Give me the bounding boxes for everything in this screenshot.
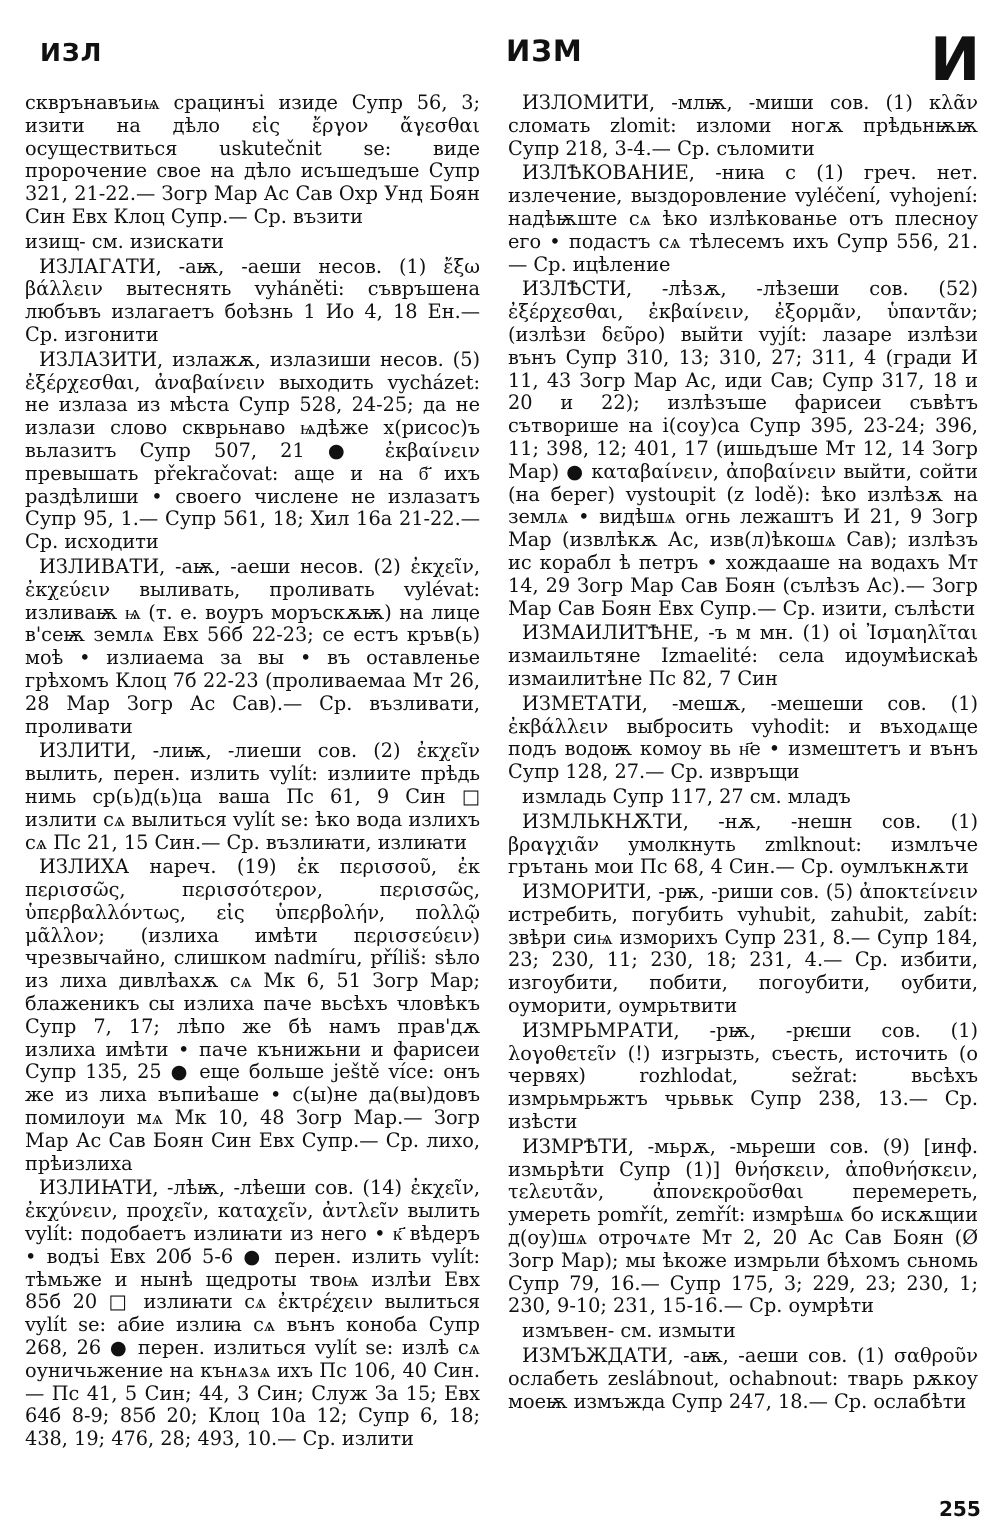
header-left-guideword: ИЗЛ [40,38,103,67]
left-column [25,92,480,1453]
dictionary-entry: измладь Супр 117, 27 см. младъ [522,784,851,808]
dictionary-entry: ИЗЛАЗИТИ, излажѫ, излазиши несов. (5) ἐξέρχεσθαι, ἀναβαίνειν выходить vycházet: не излаза из мѣста Супр 528, 24-25; да не излази слово скврьнаво ѩдѣже х(рисос)ъ вьлазитъ Супр 507, 21 ● ἐκβαίνειν превышать překračovat: аще и на б҃ ихъ раздѣлиши • своего числене не излазатъ Супр 95, 1.— Супр 561, 18; Хил 16а 21-22.— Ср. исходити [25,347,480,554]
dictionary-entry: ИЗЛИꙖТИ, -лѣѭ, -лѣеши сов. (14) ἐκχεῖν, ἐκχύνειν, προχεῖν, καταχεῖν, ἀντλεῖν вылить vylít: подобаетъ излиꙗти из него • к҃ вѣдеръ • водъі Евх 20б 5-6 ● перен. излить vylít: тѣмьже и нынѣ щедроты твоѩ излѣи Евх 85б 20 □ излиꙗти сѧ ἐκτρέχειν вылиться vylít se: абие излиꙗ сѧ вънъ коноба Супр 268, 26 ● перен. излиться vylít se: излѣ сѧ оуничьжение на кънѧзѧ ихъ Пс 106, 40 Син.— Пс 41, 5 Син; 44, 3 Син; Служ За 15; Евх 64б 8-9; 85б 20; Клоц 10а 12; Супр 6, 18; 438, 19; 476, 28; 493, 10.— Ср. излити [25,1176,480,1451]
dictionary-entry: ИЗЛИВАТИ, -аѭ, -аеши несов. (2) ἐκχεῖν, ἐκχεύειν выливать, проливать vylévat: изливаѭ ѩ (т. е. воуръ моръскѫѭ) на лице в'сеѭ землѧ Евх 56б 22-23; се естъ кръв(ь) моѣ • излиаема за вы • въ оставленье грѣхомъ Клоц 7б 22-23 (проливаемаа Мт 26, 28 Мар Зогр Ас Сав).— Ср. възливати, проливати [25,554,480,738]
dictionary-entry: ИЗМЛЬКНѪТИ, -нѫ, -нешн сов. (1) βραγχιᾶν умолкнуть zmlknout: измлъче грътань мои Пс 68, 4 Син.— Ср. оумлъкнѫти [508,809,978,879]
dictionary-entry: скврънавъиѩ срацинъі изиде Супр 56, 3; изити на дѣло εἰς ἔργον ἄγεσθαι осуществиться uskutečnit se: виде пророчение свое на дѣло исъшедъше Супр 321, 21-22.— Зогр Мар Ас Сав Охр Унд Боян Син Евх Клоц Супр.— Ср. възити [25,91,480,228]
dictionary-entry: ИЗМЕТАТИ, -мешѫ, -мешеши сов. (1) ἐκβάλλειν выбросить vyhodit: и въходѧще подъ водоѭ комоу вь н҃е • измештетъ и вънъ Супр 128, 27.— Ср. извръщи [508,691,978,784]
right-column [508,92,978,1415]
dictionary-entry: ИЗМАИЛИТѢНЕ, -ъ м мн. (1) οἱ Ἰσμαηλῖται измаильтяне Izmaelité: села идоумѣискаѣ измаилитѣне Пс 82, 7 Син [508,621,978,690]
page-number: 255 [939,1497,981,1521]
header-section-letter: И [930,25,981,95]
dictionary-entry: ИЗМЪЖДАТИ, -аѭ, -аеши сов. (1) σαθροῦν ослабеть zeslábnout, ochabnout: тварь рѫкоу моеѭ измъжда Супр 247, 18.— Ср. ослабѣти [508,1344,978,1413]
dictionary-entry: измъвен- см. измыти [522,1319,736,1343]
dictionary-entry: ИЗМОРИТИ, -рѭ, -риши сов. (5) ἀποκτείνειν истребить, погубить vyhubit, zahubit, zabít: звѣри сиѩ изморихъ Супр 231, 8.— Супр 184, 23; 230, 11; 230, 18; 231, 4.— Ср. избити, изгоубити, побити, погоубити, оубити, оуморити, оумрьтвити [508,880,978,1018]
dictionary-entry: ИЗЛОМИТИ, -млѭ, -миши сов. (1) κλᾶν сломать zlomit: изломи ногѫ прѣдьнѭѭ Супр 218, 3-4.— Ср. съломити [508,91,978,160]
header-center-guideword: ИЗМ [506,34,583,68]
dictionary-entry: ИЗЛѢСТИ, -лѣзѫ, -лѣзеши сов. (52) ἐξέρχεσθαι, ἐκβαίνειν, ἐξορμᾶν, ὑπαντᾶν; (излѣзи δεῦρο) выйти vyjít: лазаре излѣзи вънъ Супр 310, 13; 310, 27; 311, 4 (гради И 11, 43 Зогр Мар Ас, иди Сав; Супр 317, 18 и 20 и 22); излѣзъше фарисеи съвѣтъ сътворише на і(соу)са Супр 395, 23-24; 396, 11; 398, 12; 401, 17 (ишьдъше Мт 12, 14 Зогр Мар) ● καταβαίνειν, ἀποβαίνειν выйти, сойти (на берег) vystoupit (z lodě): ѣко излѣзѫ на землѧ • видѣшѧ огнь лежаштъ И 21, 9 Зогр Мар (извлѣкѫ Ас, изв(л)ѣкошѧ Сав); излѣзъ ис корабл ѣ петръ • хождааше на водахъ Мт 14, 29 Зогр Мар Сав Боян (сълѣзъ Ас).— Зогр Мар Сав Боян Евх Супр.— Ср. изити, сълѣсти [508,277,978,620]
dictionary-entry: ИЗМРЬМРАТИ, -рѭ, -рѥши сов. (1) λογοθετεῖν (!) изгрызть, съесть, источить (о червях) rozhlodat, sežrat: вьсѣхъ измрьмрьжтъ чрьвьк Супр 238, 13.— Ср. изѣсти [508,1018,978,1134]
dictionary-entry: ИЗМРѢТИ, -мьрѫ, -мьреши сов. (9) [инф. измьрѣти Супр (1)] θνήσκειν, ἀποθνήσκειν, τελευτᾶν, ἀπονεκροῦσθαι перемереть, умереть pomřít, zemřít: измрѣшѧ бо искѫщии д(оу)шѧ отрочѧте Мт 2, 20 Ас Сав Боян (Ø Зогр Мар); мы ѣкоже измрьли бѣхомъ сьномь Супр 79, 16.— Супр 175, 3; 229, 23; 230, 1; 230, 9-10; 231, 15-16.— Ср. оумрѣти [508,1134,978,1318]
dictionary-entry: ИЗЛѢКОВАНИЕ, -ниꙗ с (1) греч. нет. излечение, выздоровление vyléčení, vyhojení: надѣѭште сѧ ѣко излѣкованье отъ плесноу его • подастъ сѧ тѣлесемъ ихъ Супр 556, 21.— Ср. ицѣление [508,161,978,276]
dictionary-entry: ИЗЛИТИ, -лиѭ, -лиеши сов. (2) ἐκχεῖν вылить, перен. излить vylít: излиите прѣдь нимь ср(ь)д(ь)ца ваша Пс 61, 9 Син □ излити сѧ вылиться vylít se: ѣко вода излихъ сѧ Пс 21, 15 Син.— Ср. възлиꙗти, излиꙗти [25,739,480,854]
dictionary-entry: изищ- см. изискати [25,229,224,253]
dictionary-entry: ИЗЛАГАТИ, -аѭ, -аеши несов. (1) ἔξω βάλλειν вытеснять vyháněti: съвръшена любъвъ излагаетъ боѣзнь 1 Ио 4, 18 Ен.— Ср. изгонити [25,254,480,346]
dictionary-entry: ИЗЛИХА нареч. (19) ἐκ περισσοῦ, ἐκ περισσῶς, περισσότερον, περισσῶς, ὑπερβαλλόντως, εἰς ὑπερβολήν, πολλῷ μᾶλλον; (излиха имѣти περισσεύειν) чрезвычайно, слишком nadmíru, příliš: ѕѣло из лиха дивлѣахѫ сѧ Мк 6, 51 Зогр Мар; блаженикъ сы излиха паче вьсѣхъ чловѣкъ Супр 7, 17; лѣпо же бѣ намъ прав'дѫ излиха имѣти • паче кънижьни и фарисеи Супр 135, 25 ● еще больше ještě více: онъ же из лиха въпиѣаше • с(ы)не да(вы)довъ помилоуи мѧ Мк 10, 48 Зогр Мар.— Зогр Мар Ас Сав Боян Син Евх Супр.— Ср. лихо, прѣизлиха [25,855,480,1175]
